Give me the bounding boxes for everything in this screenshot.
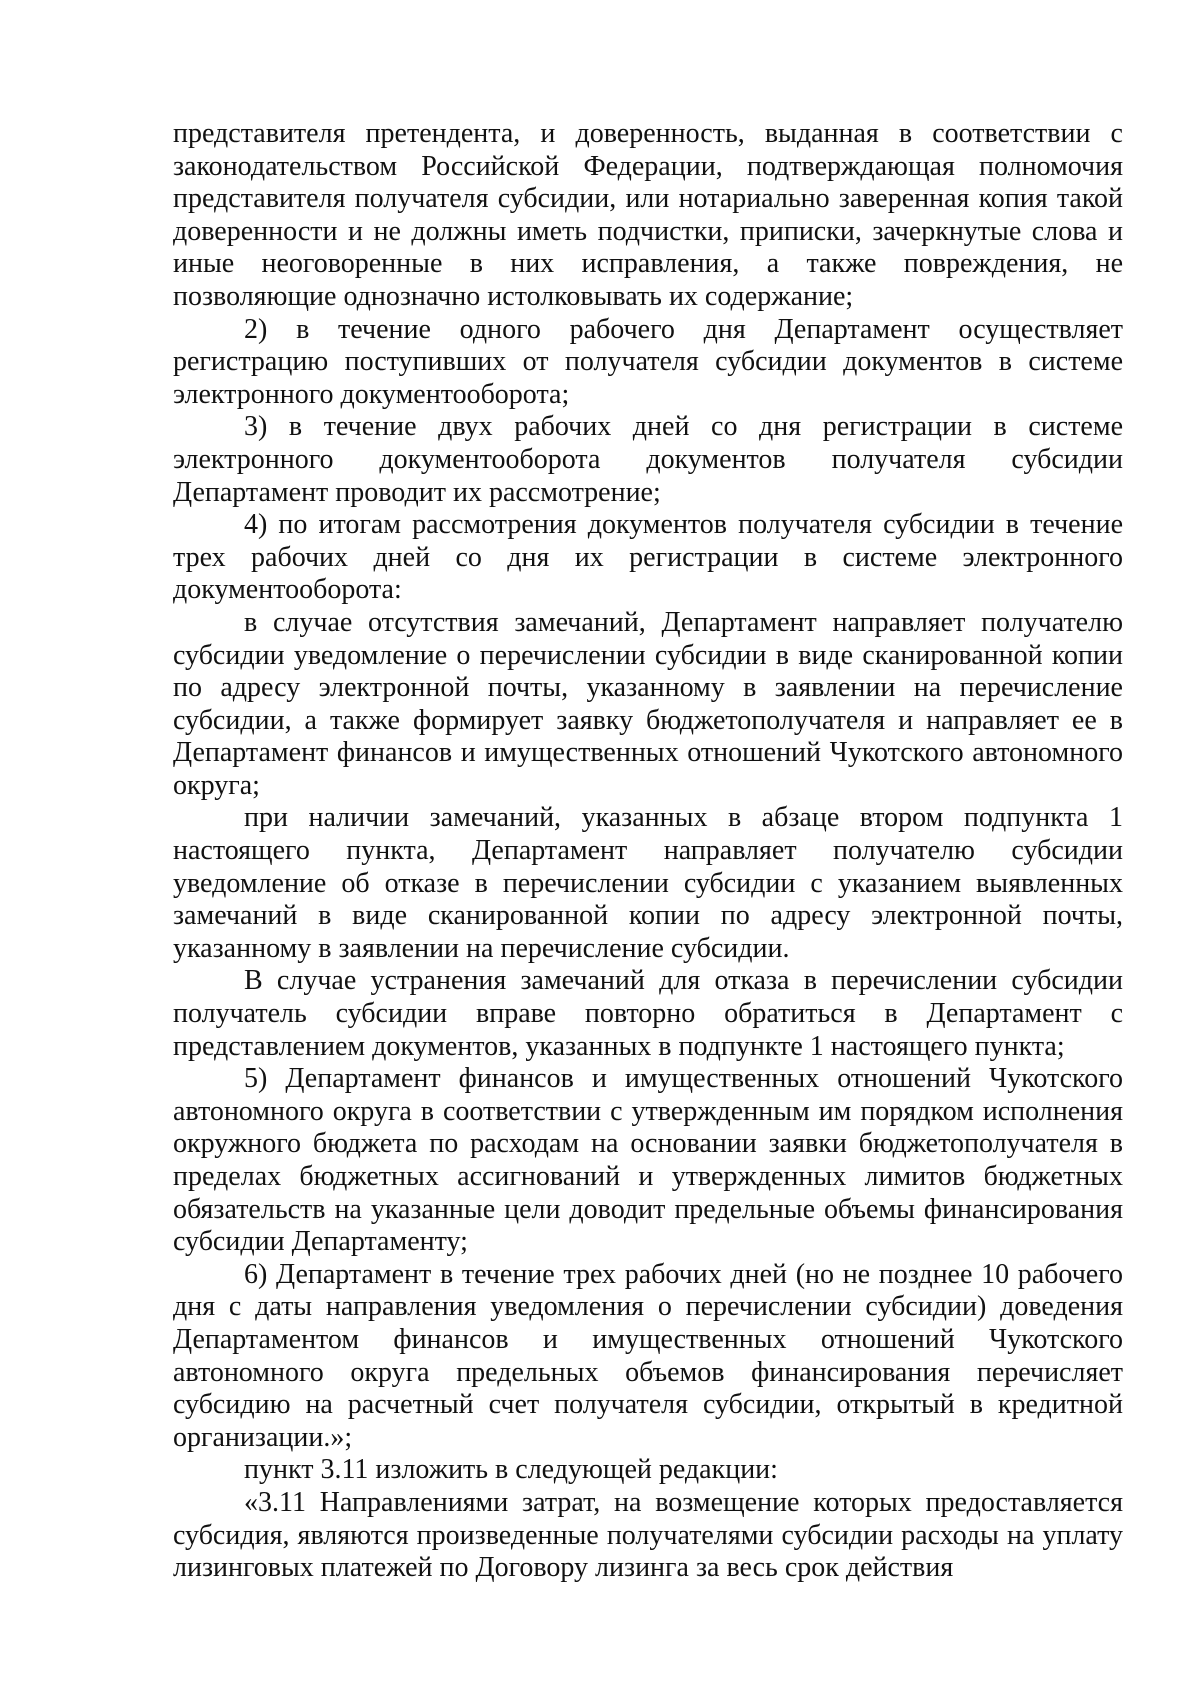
paragraph-item-3: 3) в течение двух рабочих дней со дня регистрации в системе электронного документооборота документов получателя субсидии Департамент проводит их рассмотрение;: [173, 411, 1123, 508]
paragraph-continuation: представителя претендента, и доверенность, выданная в соответствии с законодательством Российской Федерации, подтверждающая полномочия представителя получателя субсидии, или нотариально заверенная копия такой доверенности и не должны иметь подчистки, приписки, зачеркнутые слова и иные неоговоренные в них исправления, а также повреждения, не позволяющие однозначно истолковывать их содержание;: [173, 118, 1123, 312]
document-body: [173, 118, 1123, 1585]
paragraph-no-remarks: в случае отсутствия замечаний, Департамент направляет получателю субсидии уведомление о перечислении субсидии в виде сканированной копии по адресу электронной почты, указанному в заявлении на перечисление субсидии, а также формирует заявку бюджетополучателя и направляет ее в Департамент финансов и имущественных отношений Чукотского автономного округа;: [173, 606, 1123, 801]
paragraph-point-3-11: «3.11 Направлениями затрат, на возмещение которых предоставляется субсидия, являются произведенные получателями субсидии расходы на уплату лизинговых платежей по Договору лизинга за весь срок действия: [173, 1486, 1123, 1584]
paragraph-item-6: 6) Департамент в течение трех рабочих дней (но не позднее 10 рабочего дня с даты направления уведомления о перечислении субсидии) доведения Департаментом финансов и имущественных отношений Чукотского автономного округа предельных объемов финансирования перечисляет субсидию на расчетный счет получателя субсидии, открытый в кредитной организации.»;: [173, 1258, 1123, 1453]
paragraph-point-3-11-intro: пункт 3.11 изложить в следующей редакции:: [244, 1454, 778, 1486]
paragraph-item-2: 2) в течение одного рабочего дня Департамент осуществляет регистрацию поступивших от получателя субсидии документов в системе электронного документооборота;: [173, 313, 1123, 410]
paragraph-item-5: 5) Департамент финансов и имущественных отношений Чукотского автономного округа в соответствии с утвержденным им порядком исполнения окружного бюджета по расходам на основании заявки бюджетополучателя в пределах бюджетных ассигнований и утвержденных лимитов бюджетных обязательств на указанные цели доводит предельные объемы финансирования субсидии Департаменту;: [173, 1063, 1123, 1258]
paragraph-with-remarks: при наличии замечаний, указанных в абзаце втором подпункта 1 настоящего пункта, Департамент направляет получателю субсидии уведомление об отказе в перечислении субсидии с указанием выявленных замечаний в виде сканированной копии по адресу электронной почты, указанному в заявлении на перечисление субсидии.: [173, 802, 1123, 964]
paragraph-remarks-fixed: В случае устранения замечаний для отказа в перечислении субсидии получатель субсидии вправе повторно обратиться в Департамент с представлением документов, указанных в подпункте 1 настоящего пункта;: [173, 965, 1123, 1062]
paragraph-item-4: 4) по итогам рассмотрения документов получателя субсидии в течение трех рабочих дней со дня их регистрации в системе электронного документооборота:: [173, 509, 1123, 606]
